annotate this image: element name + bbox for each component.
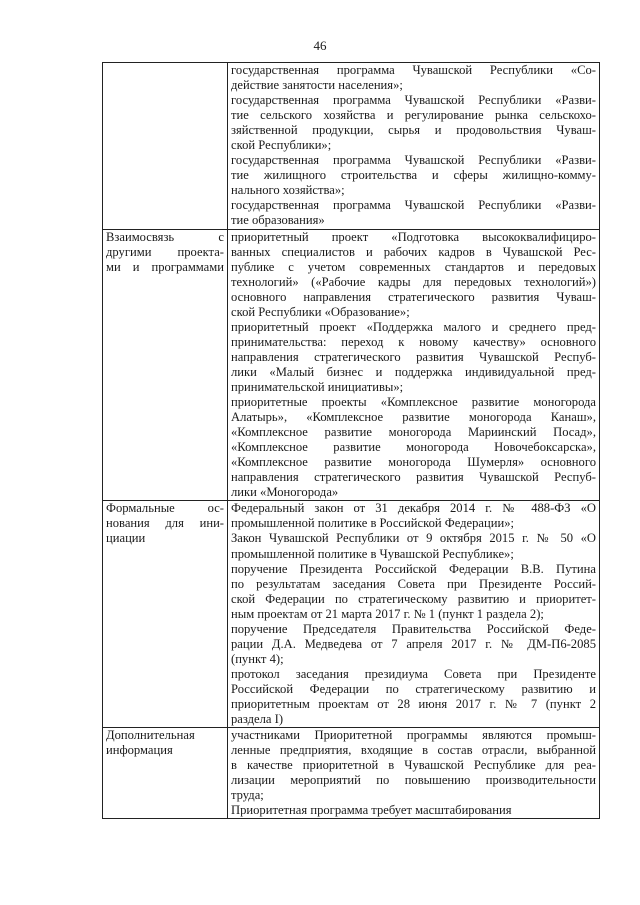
label-line: ми и программами xyxy=(106,259,224,274)
text-line: публике с учетом современных стандартов и передовых xyxy=(231,259,596,274)
text-line: Закон Чувашской Республики от 9 октября 2015 г. № 50 «О xyxy=(231,531,596,546)
text-line: лизации мероприятий по повышению производительности xyxy=(231,773,596,788)
text-line: ным проектам от 21 марта 2017 г. № 1 (пункт 1 раздела 2); xyxy=(231,606,544,621)
text-line: ванных специалистов и рабочих кадров в Чувашской Рес- xyxy=(231,244,596,259)
text-line: приоритетный проект «Поддержка малого и среднего пред- xyxy=(231,319,596,334)
text-line: государственная программа Чувашской Республики «Со- xyxy=(231,63,596,77)
label-line: информация xyxy=(106,743,173,758)
row-label-empty xyxy=(103,63,228,230)
text-line: зяйственной продукции, сырья и продовольствия Чуваш- xyxy=(231,123,596,138)
text-line: промышленной политике в Чувашской Республике»; xyxy=(231,546,514,561)
text-line: тие сельского хозяйства и регулирование рынка сельскохо- xyxy=(231,108,596,123)
text-line: тие образования» xyxy=(231,213,325,228)
text-line: протокол заседания президиума Совета при Президенте xyxy=(231,666,596,681)
text-line: ской Республики»; xyxy=(231,138,332,153)
text-line: государственная программа Чувашской Республики «Разви- xyxy=(231,198,596,213)
text-line: поручение Председателя Правительства Российской Феде- xyxy=(231,621,596,636)
label-line: циации xyxy=(106,531,146,546)
table-row-relationship xyxy=(103,229,600,501)
text-line: промышленной политике в Российской Федерации»; xyxy=(231,516,515,531)
text-line: принимательской инициативы»; xyxy=(231,379,404,394)
label-line: другими проекта- xyxy=(106,244,224,259)
text-line: лики «Моногорода» xyxy=(231,485,339,500)
text-line: тие жилищного строительства и сферы жилищно-комму- xyxy=(231,168,596,183)
label-line: Дополнительная xyxy=(106,728,195,743)
text-line: (пункт 4); xyxy=(231,651,284,666)
text-line: поручение Президента Российской Федерации В.В. Путина xyxy=(231,561,596,576)
text-line: Алатырь», «Комплексное развитие моногорода Канаш», xyxy=(231,410,596,425)
text-line: Федеральный закон от 31 декабря 2014 г. № 488-ФЗ «О xyxy=(231,501,596,516)
row-label-additional-info xyxy=(103,728,228,819)
text-line: направления стратегического развития Чувашской Респуб- xyxy=(231,349,596,364)
table-row-continuation xyxy=(103,63,600,230)
text-line: «Комплексное развитие моногорода Новочебоксарска», xyxy=(231,440,596,455)
row-label-formal-grounds xyxy=(103,501,228,728)
text-line: рации Д.А. Медведева от 7 апреля 2017 г. № ДМ-П6-2085 xyxy=(231,636,596,651)
text-line: «Комплексное развитие моногорода Мариинский Посад», xyxy=(231,425,596,440)
label-line: нования для ини- xyxy=(106,516,224,531)
text-line: раздела I) xyxy=(231,712,284,727)
text-line: приоритетный проект «Подготовка высококвалифициро- xyxy=(231,229,596,244)
text-line: лики «Малый бизнес и поддержка индивидуальной пред- xyxy=(231,364,596,379)
text-line: Российской Федерации по стратегическому развитию и xyxy=(231,681,596,696)
text-line: ской Федерации по стратегическому развитию и приоритет- xyxy=(231,591,596,606)
label-line: Формальные ос- xyxy=(106,501,224,516)
text-line: приоритетные проекты «Комплексное развитие моногорода xyxy=(231,395,596,410)
text-line: в качестве приоритетной в Чувашской Республике для реа- xyxy=(231,758,596,773)
row-content-formal-grounds xyxy=(228,501,600,728)
row-content-additional-info xyxy=(228,728,600,819)
text-line: труда; xyxy=(231,788,264,803)
table-row-formal-grounds xyxy=(103,501,600,728)
text-line: ленные предприятия, входящие в состав отрасли, выбранной xyxy=(231,743,596,758)
passport-table xyxy=(102,62,600,819)
text-line: участниками Приоритетной программы являются промыш- xyxy=(231,728,596,743)
text-line: ской Республики «Образование»; xyxy=(231,304,410,319)
text-line: приоритетным проектам от 28 июня 2017 г. № 7 (пункт 2 xyxy=(231,696,596,711)
row-content-relationship xyxy=(228,229,600,501)
row-label-relationship xyxy=(103,229,228,501)
table-row-additional-info xyxy=(103,728,600,819)
row-content-programs xyxy=(228,63,600,230)
text-line: Приоритетная программа требует масштабирования xyxy=(231,803,512,818)
text-line: действие занятости населения»; xyxy=(231,78,403,93)
text-line: принимательства: переход к новому качеству» основного xyxy=(231,334,596,349)
text-line: направления стратегического развития Чувашской Респуб- xyxy=(231,470,596,485)
text-line: по результатам заседания Совета при Президенте Россий- xyxy=(231,576,596,591)
text-line: «Комплексное развитие моногорода Шумерля» основного xyxy=(231,455,596,470)
label-line: Взаимосвязь с xyxy=(106,229,224,244)
text-line: государственная программа Чувашской Республики «Разви- xyxy=(231,153,596,168)
text-line: государственная программа Чувашской Республики «Разви- xyxy=(231,93,596,108)
text-line: нального хозяйства»; xyxy=(231,183,345,198)
page-number: 46 xyxy=(313,38,327,53)
text-line: технологий» («Рабочие кадры для передовых технологий») xyxy=(231,274,596,289)
text-line: основного направления стратегического развития Чуваш- xyxy=(231,289,596,304)
